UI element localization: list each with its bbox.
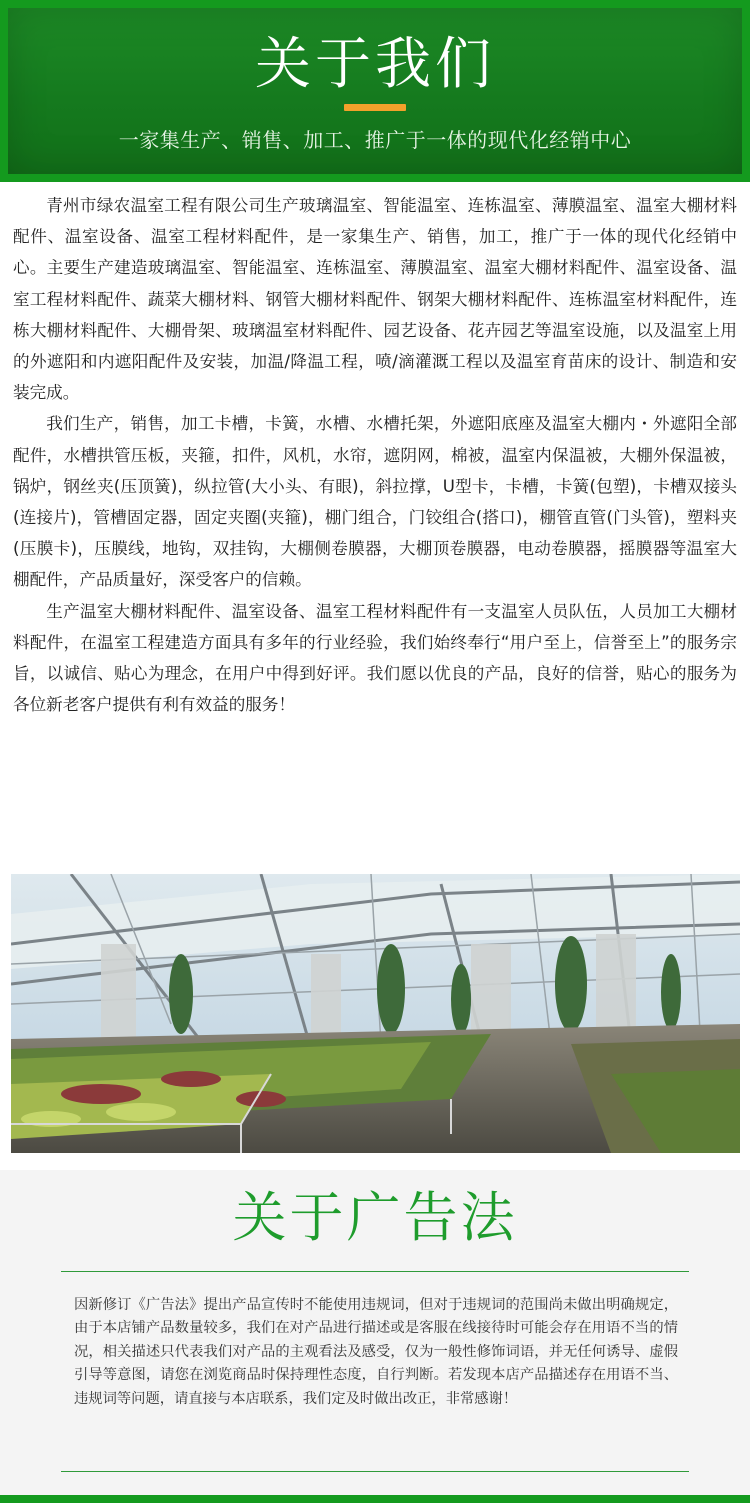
about-paragraph: 生产温室大棚材料配件、温室设备、温室工程材料配件有一支温室人员队伍，人员加工大棚材料配件，在温室工程建造方面具有多年的行业经验，我们始终奉行“用户至上，信誉至上”的服务宗旨，以诚信、贴心为理念，在用户中得到好评。我们愿以优良的产品，良好的信誉，贴心的服务为各位新老客户提供有利有效益的服务！ [13,601,737,715]
about-paragraph: 青州市绿农温室工程有限公司生产玻璃温室、智能温室、连栋温室、薄膜温室、温室大棚材料配件、温室设备、温室工程材料配件，是一家集生产、销售，加工，推广于一体的现代化经销中心。主要生产建造玻璃温室、智能温室、连栋温室、薄膜温室、温室大棚材料配件、温室设备、温室工程材料配件、蔬菜大棚材料、钢管大棚材料配件、钢架大棚材料配件、连栋温室材料配件，连栋大棚材料配件、大棚骨架、玻璃温室材料配件、园艺设备、花卉园艺等温室设施，以及温室上用的外遮阳和内遮阳配件及安装，加温/降温工程，喷/滴灌溉工程以及温室育苗床的设计、制造和安装完成。 [13,196,737,403]
about-paragraph: 我们生产，销售，加工卡槽，卡簧，水槽、水槽托架，外遮阳底座及温室大棚内・外遮阳全部配件，水槽拱管压板，夹箍，扣件，风机，水帘，遮阴网，棉被，温室内保温被，大棚外保温被，锅炉，钢丝夹(压顶簧)，纵拉管(大小头、有眼)，斜拉撑，U型卡，卡槽，卡簧(包塑)，卡槽双接头(连接片)，管槽固定器，固定夹圈(夹箍)，棚门组合，门铰组合(搭口)，棚管直管(门头管)，塑料夹(压膜卡)，压膜线，地钩，双挂钩，大棚侧卷膜器，大棚顶卷膜器，电动卷膜器，摇膜器等温室大棚配件，产品质量好，深受客户的信赖。 [13,414,737,590]
divider-bottom [61,1471,689,1472]
footer-bar [0,1495,750,1503]
about-text [13,190,737,720]
page-subtitle: 一家集生产、销售、加工、推广于一体的现代化经销中心 [118,128,632,152]
greenhouse-photo [11,874,740,1153]
title-accent-bar [344,104,406,111]
header-banner [0,0,750,182]
divider-top [61,1271,689,1272]
page-title: 关于我们 [255,32,495,97]
ad-law-section [0,1170,750,1503]
ad-law-text: 因新修订《广告法》提出产品宣传时不能使用违规词，但对于违规词的范围尚未做出明确规定，由于本店铺产品数量较多，我们在对产品进行描述或是客服在线接待时可能会存在用语不当的情况，相关描述只代表我们对产品的主观看法及感受，仅为一般性修饰词语，并无任何诱导、虚假引导等意图，请您在浏览商品时保持理性态度，自行判断。若发现本店产品描述存在用语不当、违规词等问题，请直接与本店联系，我们定及时做出改正，非常感谢！ [74,1297,678,1407]
greenhouse-illustration [11,874,740,1153]
ad-law-title: 关于广告法 [232,1186,518,1249]
